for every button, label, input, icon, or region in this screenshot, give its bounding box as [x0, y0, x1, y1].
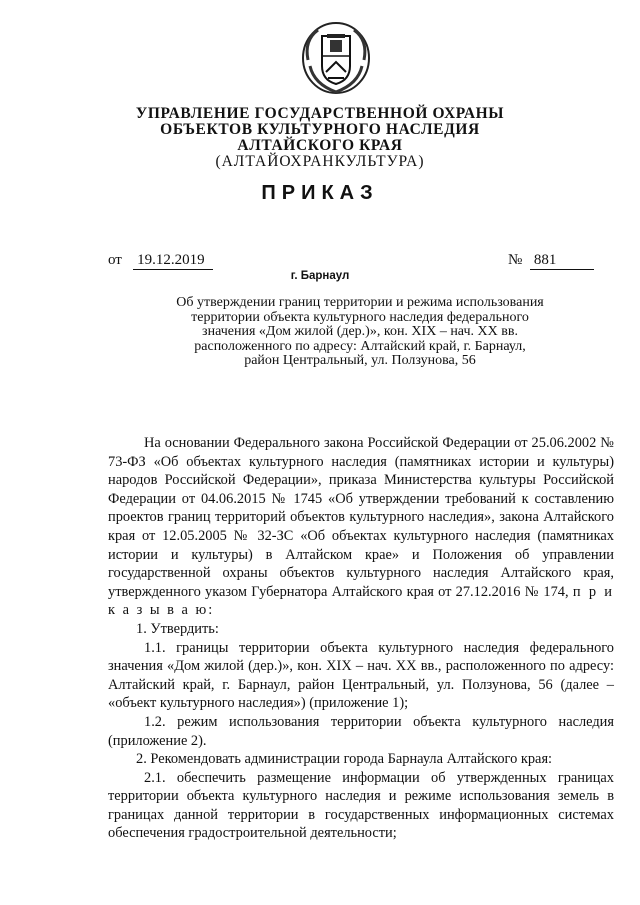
document-date	[108, 252, 213, 270]
preamble-paragraph	[108, 434, 614, 620]
document-number	[508, 252, 594, 270]
subject-line-1: Об утверждении границ территории и режима использования	[176, 295, 544, 310]
subject-line-5: район Центральный, ул. Ползунова, 56	[244, 353, 476, 369]
number-prefix: №	[508, 252, 523, 268]
document-body	[108, 434, 614, 843]
org-abbreviation: (АЛТАЙОХРАНКУЛЬТУРА)	[215, 153, 425, 170]
clause-2-1: 2.1. обеспечить размещение информации об утвержденных границах территории объекта культурного наследия и режиме использования земель в границах данной территории в государственных информационных системах обеспечения градостроительной деятельности;	[108, 769, 614, 842]
org-line-1: УПРАВЛЕНИЕ ГОСУДАРСТВЕННОЙ ОХРАНЫ	[135, 105, 505, 122]
clause-1-1: 1.1. границы территории объекта культурного наследия федерального значения «Дом жилой (дер.)», кон. XIX – нач. XX вв., расположенного по адресу: Алтайский край, г. Барнаул, район Центральный, ул. Ползунова, 56 (далее – «объект культурного наследия») (приложение 1);	[108, 639, 614, 712]
preamble-text: На основании Федерального закона Российской Федерации от 25.06.2002 № 73-ФЗ «Об объектах культурного наследия (памятниках истории и культуры) народов Российской Федерации», приказа Министерства культуры Российской Федерации от 04.06.2015 № 1745 «Об утверждении требований к составлению проектов границ территорий объектов культурного наследия», закона Алтайского края от 12.05.2005 № 32-ЗС «Об объектах культурного наследия (памятниках истории и культуры) в Алтайском крае» и Положения об управлении государственной охраны объектов культурного наследия Алтайского края, утвержденного указом Губернатора Алтайского края от 27.12.2016 № 174,	[108, 435, 614, 600]
document-title: ПРИКАЗ	[261, 182, 379, 204]
clause-2: 2. Рекомендовать администрации города Барнаула Алтайского края:	[136, 751, 553, 768]
date-prefix: от	[108, 252, 122, 268]
subject-line-2: территории объекта культурного наследия федерального	[191, 309, 529, 325]
document-city: г. Барнаул	[290, 270, 350, 282]
order-word: п р и к а з ы в а ю:	[108, 583, 615, 619]
subject-line-4: расположенного по адресу: Алтайский край, г. Барнаул,	[194, 338, 526, 354]
number-value: 881	[530, 252, 594, 270]
clause-1-2: 1.2. режим использования территории объекта культурного наследия (приложение 2).	[108, 713, 614, 749]
date-value: 19.12.2019	[133, 252, 213, 270]
organization-name	[0, 106, 640, 170]
org-line-3: АЛТАЙСКОГО КРАЯ	[237, 137, 403, 154]
subject-line-3: значения «Дом жилой (дер.)», кон. XIX – нач. XX вв.	[202, 324, 518, 340]
clause-1: 1. Утвердить:	[136, 620, 219, 637]
document-subject	[140, 296, 580, 369]
org-line-2: ОБЪЕКТОВ КУЛЬТУРНОГО НАСЛЕДИЯ	[160, 121, 480, 138]
altai-coat-of-arms-icon	[300, 20, 372, 96]
